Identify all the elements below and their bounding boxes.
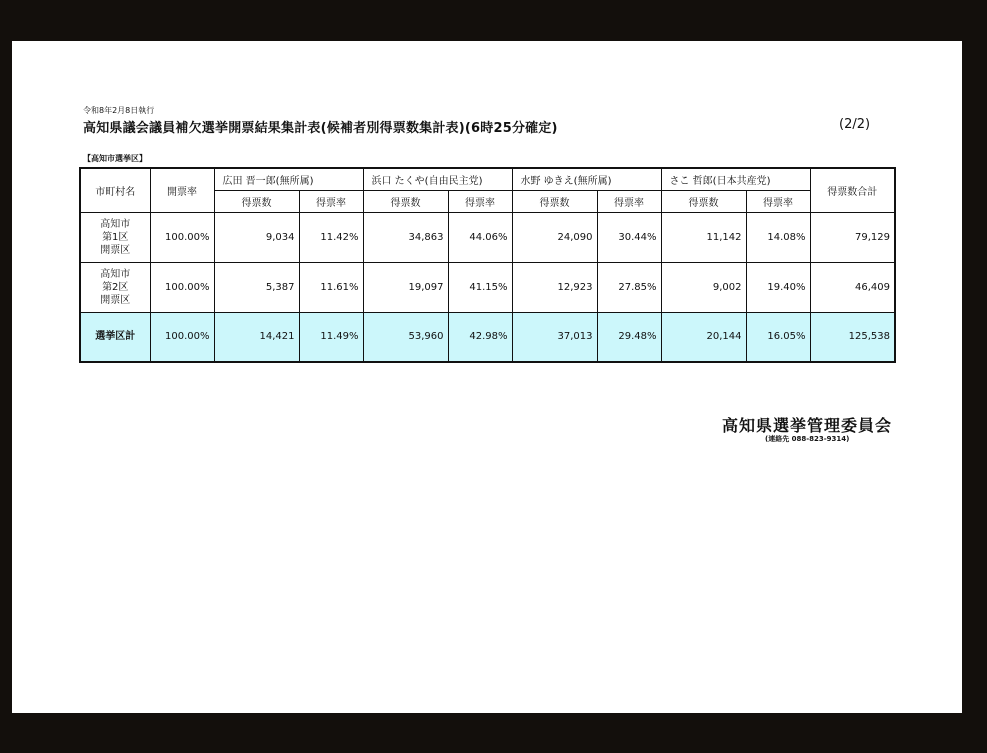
cell-rate: 11.42% bbox=[299, 212, 363, 262]
page-title: 高知県議会議員補欠選挙開票結果集計表(候補者別得票数集計表)(6時25分確定) bbox=[83, 121, 558, 136]
cell-votes: 19,097 bbox=[363, 262, 448, 312]
cell-votes: 37,013 bbox=[512, 312, 597, 362]
header-votes: 得票数 bbox=[661, 190, 746, 212]
cell-votes: 11,142 bbox=[661, 212, 746, 262]
page-number: (2/2) bbox=[839, 117, 871, 132]
header-municipality: 市町村名 bbox=[80, 168, 150, 212]
cell-rate: 16.05% bbox=[746, 312, 810, 362]
header-open-rate: 開票率 bbox=[150, 168, 214, 212]
candidate-header: さこ 哲郎(日本共産党) bbox=[661, 168, 810, 190]
cell-rate: 11.49% bbox=[299, 312, 363, 362]
cell-rate: 14.08% bbox=[746, 212, 810, 262]
header-rate: 得票率 bbox=[299, 190, 363, 212]
grand-total: 125,538 bbox=[810, 312, 895, 362]
total-row-label: 選挙区計 bbox=[80, 312, 150, 362]
header-rate: 得票率 bbox=[746, 190, 810, 212]
header-votes: 得票数 bbox=[214, 190, 299, 212]
cell-rate: 44.06% bbox=[448, 212, 512, 262]
cell-votes: 5,387 bbox=[214, 262, 299, 312]
cell-rate: 11.61% bbox=[299, 262, 363, 312]
header-rate: 得票率 bbox=[597, 190, 661, 212]
cell-rate: 29.48% bbox=[597, 312, 661, 362]
row-open-rate: 100.00% bbox=[150, 212, 214, 262]
table-row bbox=[80, 212, 895, 262]
cell-votes: 24,090 bbox=[512, 212, 597, 262]
candidate-header: 広田 晋一郎(無所属) bbox=[214, 168, 363, 190]
execution-date: 令和8年2月8日執行 bbox=[83, 106, 155, 115]
candidate-header: 浜口 たくや(自由民主党) bbox=[363, 168, 512, 190]
table-row bbox=[80, 262, 895, 312]
cell-votes: 9,034 bbox=[214, 212, 299, 262]
total-open-rate: 100.00% bbox=[150, 312, 214, 362]
table-header-row bbox=[80, 168, 895, 190]
cell-rate: 19.40% bbox=[746, 262, 810, 312]
candidate-header: 水野 ゆきえ(無所属) bbox=[512, 168, 661, 190]
contact-info: (連絡先 088-823-9314) bbox=[765, 435, 850, 443]
header-votes: 得票数 bbox=[512, 190, 597, 212]
row-municipality: 高知市 第2区 開票区 bbox=[80, 262, 150, 312]
cell-votes: 14,421 bbox=[214, 312, 299, 362]
cell-votes: 12,923 bbox=[512, 262, 597, 312]
cell-votes: 34,863 bbox=[363, 212, 448, 262]
row-open-rate: 100.00% bbox=[150, 262, 214, 312]
row-municipality: 高知市 第1区 開票区 bbox=[80, 212, 150, 262]
row-total: 46,409 bbox=[810, 262, 895, 312]
document-page bbox=[12, 41, 962, 713]
cell-votes: 9,002 bbox=[661, 262, 746, 312]
cell-rate: 27.85% bbox=[597, 262, 661, 312]
cell-rate: 41.15% bbox=[448, 262, 512, 312]
cell-votes: 20,144 bbox=[661, 312, 746, 362]
cell-votes: 53,960 bbox=[363, 312, 448, 362]
cell-rate: 42.98% bbox=[448, 312, 512, 362]
header-total: 得票数合計 bbox=[810, 168, 895, 212]
header-votes: 得票数 bbox=[363, 190, 448, 212]
table-total-row bbox=[80, 312, 895, 362]
row-total: 79,129 bbox=[810, 212, 895, 262]
committee-name: 高知県選挙管理委員会 bbox=[722, 416, 893, 435]
results-table bbox=[79, 167, 896, 363]
district-label: 【高知市選挙区】 bbox=[83, 154, 147, 163]
cell-rate: 30.44% bbox=[597, 212, 661, 262]
header-rate: 得票率 bbox=[448, 190, 512, 212]
